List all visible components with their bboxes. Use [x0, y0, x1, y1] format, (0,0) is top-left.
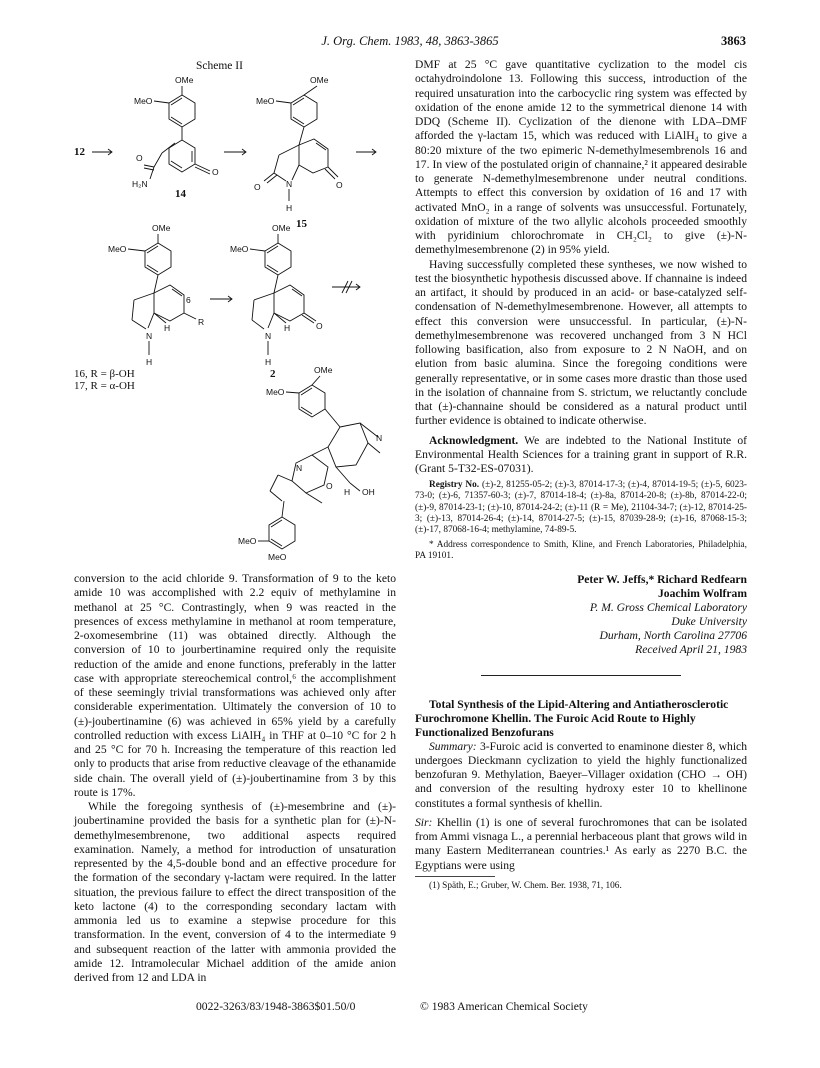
- atom-label: H: [284, 323, 291, 333]
- summary-label: Summary:: [429, 739, 477, 753]
- scheme-title: Scheme II: [196, 60, 243, 72]
- atom-label: H: [286, 203, 293, 213]
- author-line-2: Joachim Wolfram: [658, 586, 747, 600]
- scheme-ii-drawing: [74, 55, 396, 565]
- structure-1: [238, 365, 382, 562]
- affiliation: [415, 601, 747, 657]
- atom-label: H: [146, 357, 153, 367]
- running-head: [74, 34, 746, 50]
- scheme-ii-figure: [74, 55, 396, 565]
- registry-label: Registry No.: [429, 480, 480, 491]
- structure-16-17: [74, 223, 204, 392]
- atom-label: R: [198, 317, 205, 327]
- footnote-rule: [415, 876, 495, 877]
- address-note: * Address correspondence to Smith, Kline, and French Laboratories, Philadelphia, PA 19101.: [415, 540, 747, 562]
- compound-17-label: 17, R = α-OH: [74, 380, 135, 392]
- atom-label: N: [286, 179, 293, 189]
- author-line-1: Peter W. Jeffs,* Richard Redfearn: [577, 572, 747, 586]
- received-date: Received April 21, 1983: [635, 642, 747, 656]
- ack-label: Acknowledgment.: [429, 433, 519, 447]
- sir-paragraph: [415, 816, 747, 873]
- page-number: 3863: [721, 34, 746, 48]
- sir-label: Sir:: [415, 815, 433, 829]
- atom-label: OMe: [314, 365, 333, 375]
- atom-label: O: [212, 167, 219, 177]
- compound-14-label: 14: [175, 188, 186, 200]
- ack-text: We are indebted to the National Institute of Environmental Health Sciences for a training grant in support of R.R. (Grant 5-T32-ES-07031).: [415, 433, 747, 475]
- atom-label: O: [136, 153, 143, 163]
- atom-label: OH: [362, 487, 375, 497]
- right-column-text: [415, 58, 747, 892]
- atom-label: H: [265, 357, 272, 367]
- right-paragraph-1: DMF at 25 °C gave quantitative cyclization to the model cis octahydroindolone 13. Following this success, introduction of the required unsaturation into the carbocyclic ring system was effected by oxidation of the enone amide 12 to the symmetrical dienone 14 with DDQ (Scheme II). Cyclization of the dienone with LDA–DMF afforded the γ-lactam 15, which was reduced with LiAlH₄ to give a 80:20 mixture of the two epimeric N-demethylmesembrenols 16 and 17. In view of the postulated origin of channaine,² it appeared desirable to generate N-demethylmesembrenone under neutral conditions. Attempts to effect this conversion by oxidation of 16 and 17 with activated MnO₂ in a range of solvents was unsuccessful. Fortunately, oxidation of mixture of the two allylic alcohols proceeded smoothly with pyridinium chlorochromate in CH₂Cl₂ to give (±)-N-demethylmesembrenone (2) in 95% yield.: [415, 58, 747, 257]
- atom-label: MeO: [230, 244, 249, 254]
- atom-label: H: [164, 323, 171, 333]
- next-article-title: Total Synthesis of the Lipid-Altering and Antiatherosclerotic Furochromone Khellin. The Furoic Acid Route to Highly Functionalized Benzofurans: [415, 697, 729, 739]
- compound-16-label: 16, R = β-OH: [74, 368, 135, 380]
- start-compound-label: 12: [74, 146, 85, 158]
- registry-text: (±)-2, 81255-05-2; (±)-3, 87014-17-3; (±)-4, 87014-19-5; (±)-5, 6023-73-0; (±)-6, 71357-60-3; (±)-7, 87014-18-4; (±)-8a, 87014-20-8; (±)-8b, 87014-22-0; (±)-9, 87014-23-1; (±)-10, 87014-24-2; (±)-11 (R = Me), 21104-34-7; (±)-12, 87014-25-3; (±)-13, 87014-26-4; (±)-14, 87014-27-5; (±)-15, 87039-28-9; (±)-16, 87068-15-3; (±)-17, 87068-16-4; methylamine, 74-89-5.: [415, 480, 747, 536]
- sir-text: Khellin (1) is one of several furochromones that can be isolated from Ammi visnaga L., a perennial herbaceous plant that grows wild in many Eastern Mediterranean countries.¹ As early as 2270 B.C. the Egyptians were using: [415, 815, 747, 872]
- footnote-1: (1) Späth, E.; Gruber, W. Chem. Ber. 1938, 71, 106.: [429, 880, 622, 891]
- atom-label: MeO: [238, 536, 257, 546]
- affiliation-line-2: Duke University: [671, 614, 747, 628]
- atom-label: MeO: [108, 244, 127, 254]
- atom-label: O: [316, 321, 323, 331]
- atom-label: H: [344, 487, 351, 497]
- structure-14: [132, 75, 219, 200]
- right-paragraph-2: Having successfully completed these syntheses, we now wished to test the biosynthetic hypothesis discussed above. If channaine is indeed an artifact, it should by produced in an acid- or base-catalyzed self-condensation of N-demethylmesembrenone. However, all attempts to effect this conversion were unsuccessful. In particular, (±)-N-demethylmesembrenone was recovered unchanged from 3 N HCl following basification, also from exposure to 2 N NaOH, and on elution from basic alumina. Since the foregoing conditions were generally representative, or in some cases more drastic than those used in the isolation of channaine from S. strictum, we reluctantly conclude that (±)-channaine should be considered as a natural product until further evidence is obtained to indicate otherwise.: [415, 257, 747, 428]
- compound-2-label: 2: [270, 368, 276, 380]
- atom-label: OMe: [152, 223, 171, 233]
- atom-label: N: [146, 331, 153, 341]
- registry-numbers: [415, 480, 747, 536]
- compound-15-label: 15: [296, 218, 307, 230]
- atom-label: MeO: [256, 96, 275, 106]
- left-column-text: [74, 572, 396, 985]
- atom-label: O: [254, 182, 261, 192]
- atom-label: N: [265, 331, 272, 341]
- atom-label: OMe: [272, 223, 291, 233]
- atom-label: H₂N: [132, 179, 148, 189]
- affiliation-line-1: P. M. Gross Chemical Laboratory: [589, 600, 747, 614]
- structure-2: [230, 223, 323, 380]
- atom-label: O: [336, 180, 343, 190]
- left-paragraph-2: While the foregoing synthesis of (±)-mesembrine and (±)-joubertinamine provided the basis for a synthetic plan for (±)-N-demethylmesembrenone, two additional aspects required examination. Namely, a method for introduction of unsaturation represented by the 4,5-double bond and an effective procedure for the formation of the secondary γ-lactam were required. In the latter situation, the previous failure to effect the direct transposition of the keto lactone (4) to the corresponding secondary lactam with ammonia led us to examine a stepwise procedure for this transformation. In the event, conversion of 4 to the intermediate 9 and subsequent reaction of the latter with ammonia provided the amide 12. Intramolecular Michael addition of the amide anion derived from 12 and LDA in: [74, 800, 396, 984]
- atom-label: O: [326, 481, 333, 491]
- journal-citation: J. Org. Chem. 1983, 48, 3863-3865: [321, 34, 499, 48]
- structure-15: [254, 75, 343, 230]
- atom-label: N: [296, 463, 303, 473]
- atom-label: OMe: [175, 75, 194, 85]
- article-code: 0022-3263/83/1948-3863$01.50/0: [196, 1000, 356, 1013]
- atom-label: MeO: [268, 552, 287, 562]
- copyright-notice: © 1983 American Chemical Society: [420, 1000, 588, 1013]
- affiliation-line-3: Durham, North Carolina 27706: [599, 628, 747, 642]
- left-paragraph-1: conversion to the acid chloride 9. Transformation of 9 to the keto amide 10 was accomplished with 2.2 equiv of methylamine in methanol at 25 °C. Contrastingly, when 9 was reacted in the presences of excess methylamine in methanol at room temperature, 2-oxomesembrine (11) was obtained directly. Although the conversion of 10 to jourbertinamine required only the requisite reduction of the amide and enone functions, preferably in the latter case with appropriate stereochemical control,⁶ the accomplishment of these seemingly trivial transformations was achieved only after considerable experimentation. Ultimately the conversion of 10 to (±)-joubertinamine (6) was achieved in 65% yield by a carefully controlled reduction with excess LiAlH₄ in THF at 0–10 °C for 2 h and 25 °C for 70 h. Increasing the temperature of this reaction led only to products that arise from reductive cleavage of the ethanamide side chain. The overall yield of (±)-joubertinamine from 3 by this route is 17%.: [74, 572, 396, 799]
- acknowledgment: [415, 434, 747, 477]
- author-list: [415, 573, 747, 601]
- article-separator: [481, 675, 681, 676]
- atom-label: N: [376, 433, 383, 443]
- atom-label: OMe: [310, 75, 329, 85]
- atom-label: 6: [186, 295, 191, 305]
- atom-label: MeO: [266, 387, 285, 397]
- atom-label: MeO: [134, 96, 153, 106]
- summary-text: 3-Furoic acid is converted to enaminone diester 8, which undergoes Dieckmann cyclization to yield the highly functionalized benzofuran 9. Methylation, Baeyer–Villager oxidation (CHO → OH) and conversion of the resulting hydroxy ester 10 to khellinone constitutes a formal synthesis of khellin.: [415, 739, 747, 810]
- summary: [415, 740, 747, 811]
